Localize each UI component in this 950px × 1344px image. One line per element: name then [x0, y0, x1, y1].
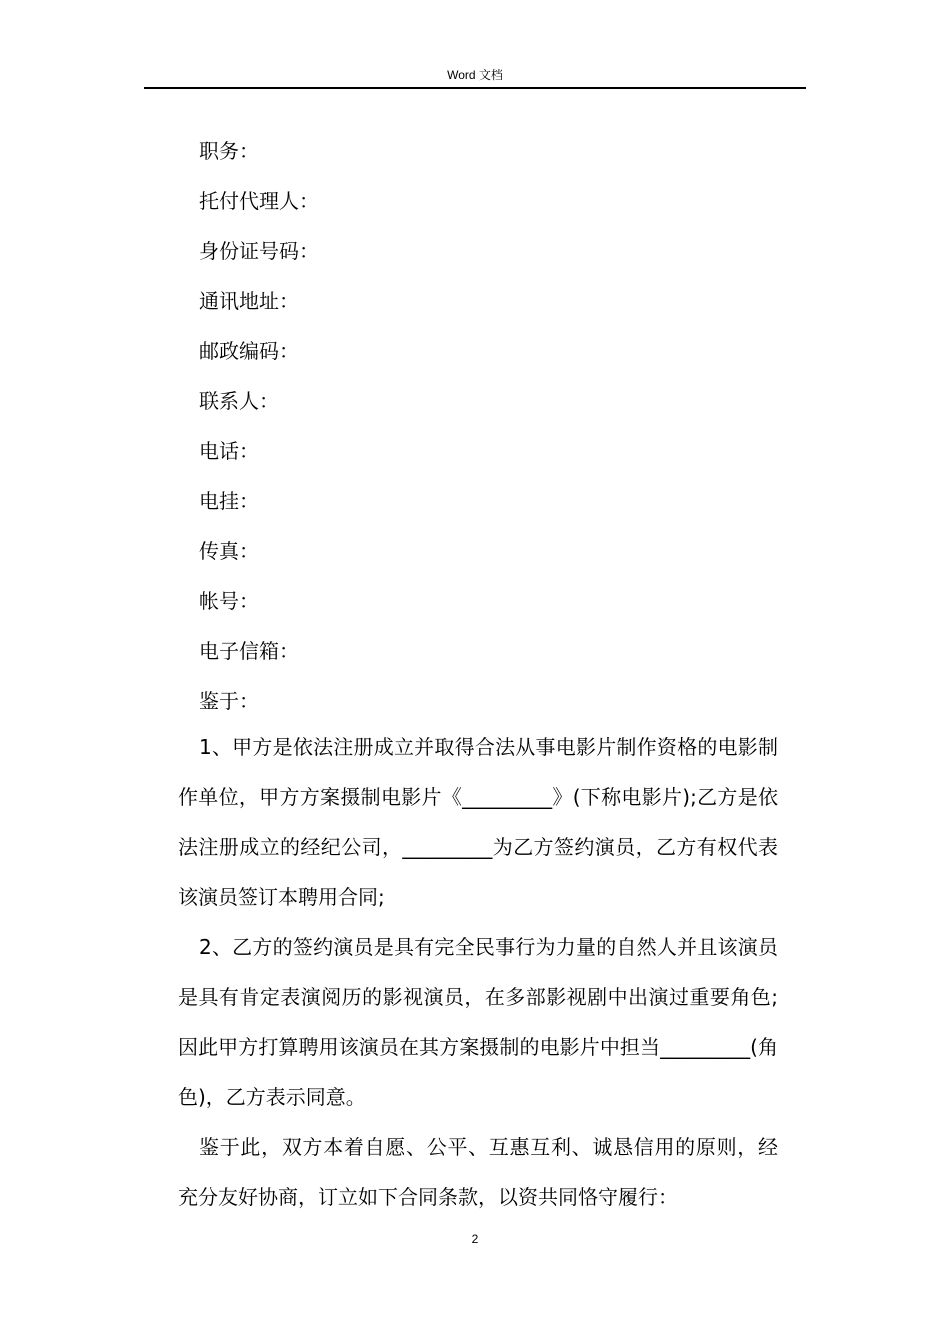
header-divider [144, 87, 806, 89]
paragraph: 鉴于此，双方本着自愿、公平、互惠互利、诚恳信用的原则，经充分友好协商，订立如下合同条款，以资共同恪守履行： [178, 1135, 778, 1209]
field-label: 电挂： [199, 489, 259, 513]
field-label: 电话： [199, 439, 259, 463]
field-label: 电子信箱： [199, 639, 299, 663]
field-label: 联系人： [199, 389, 279, 413]
field-label: 邮政编码： [199, 339, 299, 363]
field-label: 传真： [199, 539, 259, 563]
field-label: 托付代理人： [199, 189, 319, 213]
field-label: 身份证号码： [199, 239, 319, 263]
page-number: 2 [471, 1232, 479, 1246]
field-label: 职务： [199, 139, 259, 163]
field-label: 帐号： [199, 589, 259, 613]
contact-field-list [199, 126, 319, 726]
field-label: 通讯地址： [199, 289, 299, 313]
paragraph: 2、乙方的签约演员是具有完全民事行为力量的自然人并且该演员是具有肯定表演阅历的影视演员，在多部影视剧中出演过重要角色;因此甲方打算聘用该演员在其方案摄制的电影片中担当_________(角色)，乙方表示同意。 [178, 935, 778, 1109]
paragraph: 1、甲方是依法注册成立并取得合法从事电影片制作资格的电影制作单位，甲方方案摄制电影片《_________》(下称电影片);乙方是依法注册成立的经纪公司，_________为乙方签约演员，乙方有权代表该演员签订本聘用合同; [178, 735, 778, 909]
field-label: 鉴于： [199, 689, 259, 713]
header-title: Word 文档 [447, 68, 503, 82]
contract-body [178, 722, 778, 1222]
